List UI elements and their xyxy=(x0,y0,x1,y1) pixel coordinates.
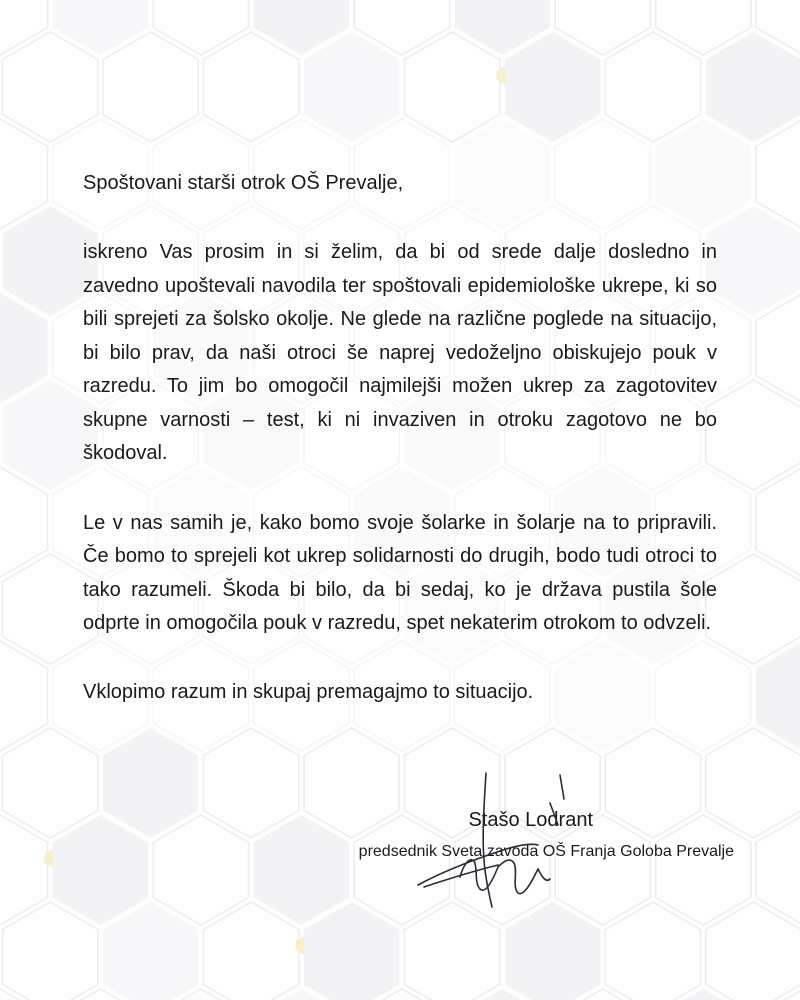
hexagon-shape xyxy=(204,902,299,1000)
hexagon-shape xyxy=(706,380,800,490)
hexagon-shape xyxy=(3,728,98,838)
handwritten-signature xyxy=(400,765,600,925)
letter-greeting: Spoštovani starši otrok OŠ Prevalje, xyxy=(83,172,404,194)
hexagon-shape xyxy=(0,641,48,751)
hexagon-shape xyxy=(304,32,399,142)
hexagon-shape xyxy=(3,902,98,1000)
hexagon-shape xyxy=(3,32,98,142)
hexagon-shape xyxy=(153,0,248,55)
hexagon-shape xyxy=(706,554,800,664)
hexagon-shape xyxy=(706,206,800,316)
hexagon-shape xyxy=(404,32,499,142)
hexagon-shape xyxy=(505,32,600,142)
hexagon-shape xyxy=(53,815,148,925)
hexagon-shape xyxy=(756,467,800,577)
hexagon-shape xyxy=(656,989,751,1000)
hexagon-shape xyxy=(103,32,198,142)
hexagon-shape xyxy=(254,815,349,925)
signatory-name: Stašo Lodrant xyxy=(468,809,593,831)
hexagon-shape xyxy=(605,32,700,142)
letter-paragraph-1: iskreno Vas prosim in si želim, da bi od srede dalje dosledno in zavedno upoštevali navodila ter spoštovali epidemiološke ukrepe, ki so bili sprejeti za šolsko okolje. Ne glede na različne poglede na situacijo, bi bilo prav, da naši otroci še naprej vedoželjno obiskujejo pouk v razredu. To jim bo omogočil najmilejši možen ukrep za zagotovitev skupne varnosti – test, ki ni invaziven in otroku zagotovo ne bo škodoval. xyxy=(83,241,717,464)
hexagon-shape xyxy=(153,815,248,925)
hexagon-shape xyxy=(756,815,800,925)
hexagon-shape xyxy=(706,728,800,838)
hexagon-shape xyxy=(0,815,48,925)
hexagon-shape xyxy=(103,902,198,1000)
hexagon-shape xyxy=(103,728,198,838)
hexagon-shape xyxy=(53,0,148,55)
letter-body xyxy=(83,166,717,709)
hexagon-shape xyxy=(706,902,800,1000)
hexagon-shape xyxy=(204,728,299,838)
hexagon-shape xyxy=(706,32,800,142)
hexagon-shape xyxy=(204,32,299,142)
hexagon-shape xyxy=(756,641,800,751)
signatory-role: predsednik Sveta zavoda OŠ Franja Goloba Prevalje xyxy=(358,843,734,860)
hexagon-shape xyxy=(304,902,399,1000)
hexagon-shape xyxy=(656,815,751,925)
hexagon-shape xyxy=(304,728,399,838)
hexagon-shape xyxy=(605,728,700,838)
hexagon-shape xyxy=(0,989,48,1000)
letter-paragraph-3: Vklopimo razum in skupaj premagajmo to situacijo. xyxy=(83,680,534,703)
letter-paragraph-2: Le v nas samih je, kako bomo svoje šolarke in šolarje na to pripravili. Če bomo to sprejeli kot ukrep solidarnosti do drugih, bodo tudi otroci to tako razumeli. Škoda bi bilo, da bi sedaj, ko je država pustila šole odprte in omogočila pouk v razredu, spet nekaterim otrokom to odvzeli. xyxy=(83,511,717,634)
hexagon-shape xyxy=(605,902,700,1000)
